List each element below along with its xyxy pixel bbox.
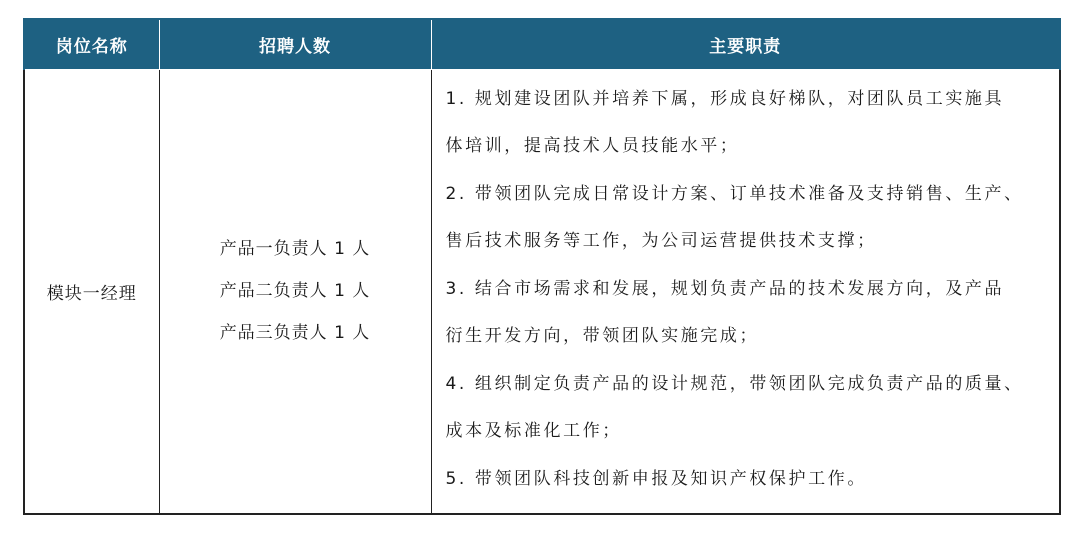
position-cell: 模块一经理	[24, 69, 159, 514]
headcount-line: 产品三负责人 1 人	[219, 323, 371, 344]
duty-line: 5. 带领团队科技创新申报及知识产权保护工作。	[445, 468, 867, 489]
headcount-line: 产品一负责人 1 人	[219, 239, 371, 260]
duty-line: 成本及标准化工作；	[445, 421, 622, 441]
table-row	[24, 69, 1060, 514]
headcount-cell	[159, 69, 431, 514]
headcount-line: 产品二负责人 1 人	[219, 281, 371, 302]
header-duties: 主要职责	[431, 19, 1060, 69]
duties-cell	[431, 69, 1060, 514]
duty-line: 3. 结合市场需求和发展，规划负责产品的技术发展方向，及产品	[445, 278, 1005, 299]
duty-line: 1. 规划建设团队并培养下属，形成良好梯队，对团队员工实施具	[445, 88, 1005, 109]
duty-line: 体培训，提高技术人员技能水平；	[445, 136, 740, 156]
duty-line: 4. 组织制定负责产品的设计规范，带领团队完成负责产品的质量、	[445, 373, 1024, 394]
duty-line: 2. 带领团队完成日常设计方案、订单技术准备及支持销售、生产、	[445, 183, 1024, 204]
duty-line: 衍生开发方向，带领团队实施完成；	[445, 326, 760, 346]
duty-line: 售后技术服务等工作，为公司运营提供技术支撑；	[445, 231, 877, 251]
header-position: 岗位名称	[24, 19, 159, 69]
job-table-container	[23, 18, 1059, 515]
header-headcount: 招聘人数	[159, 19, 431, 69]
job-table	[23, 18, 1061, 515]
table-header-row	[24, 19, 1060, 69]
